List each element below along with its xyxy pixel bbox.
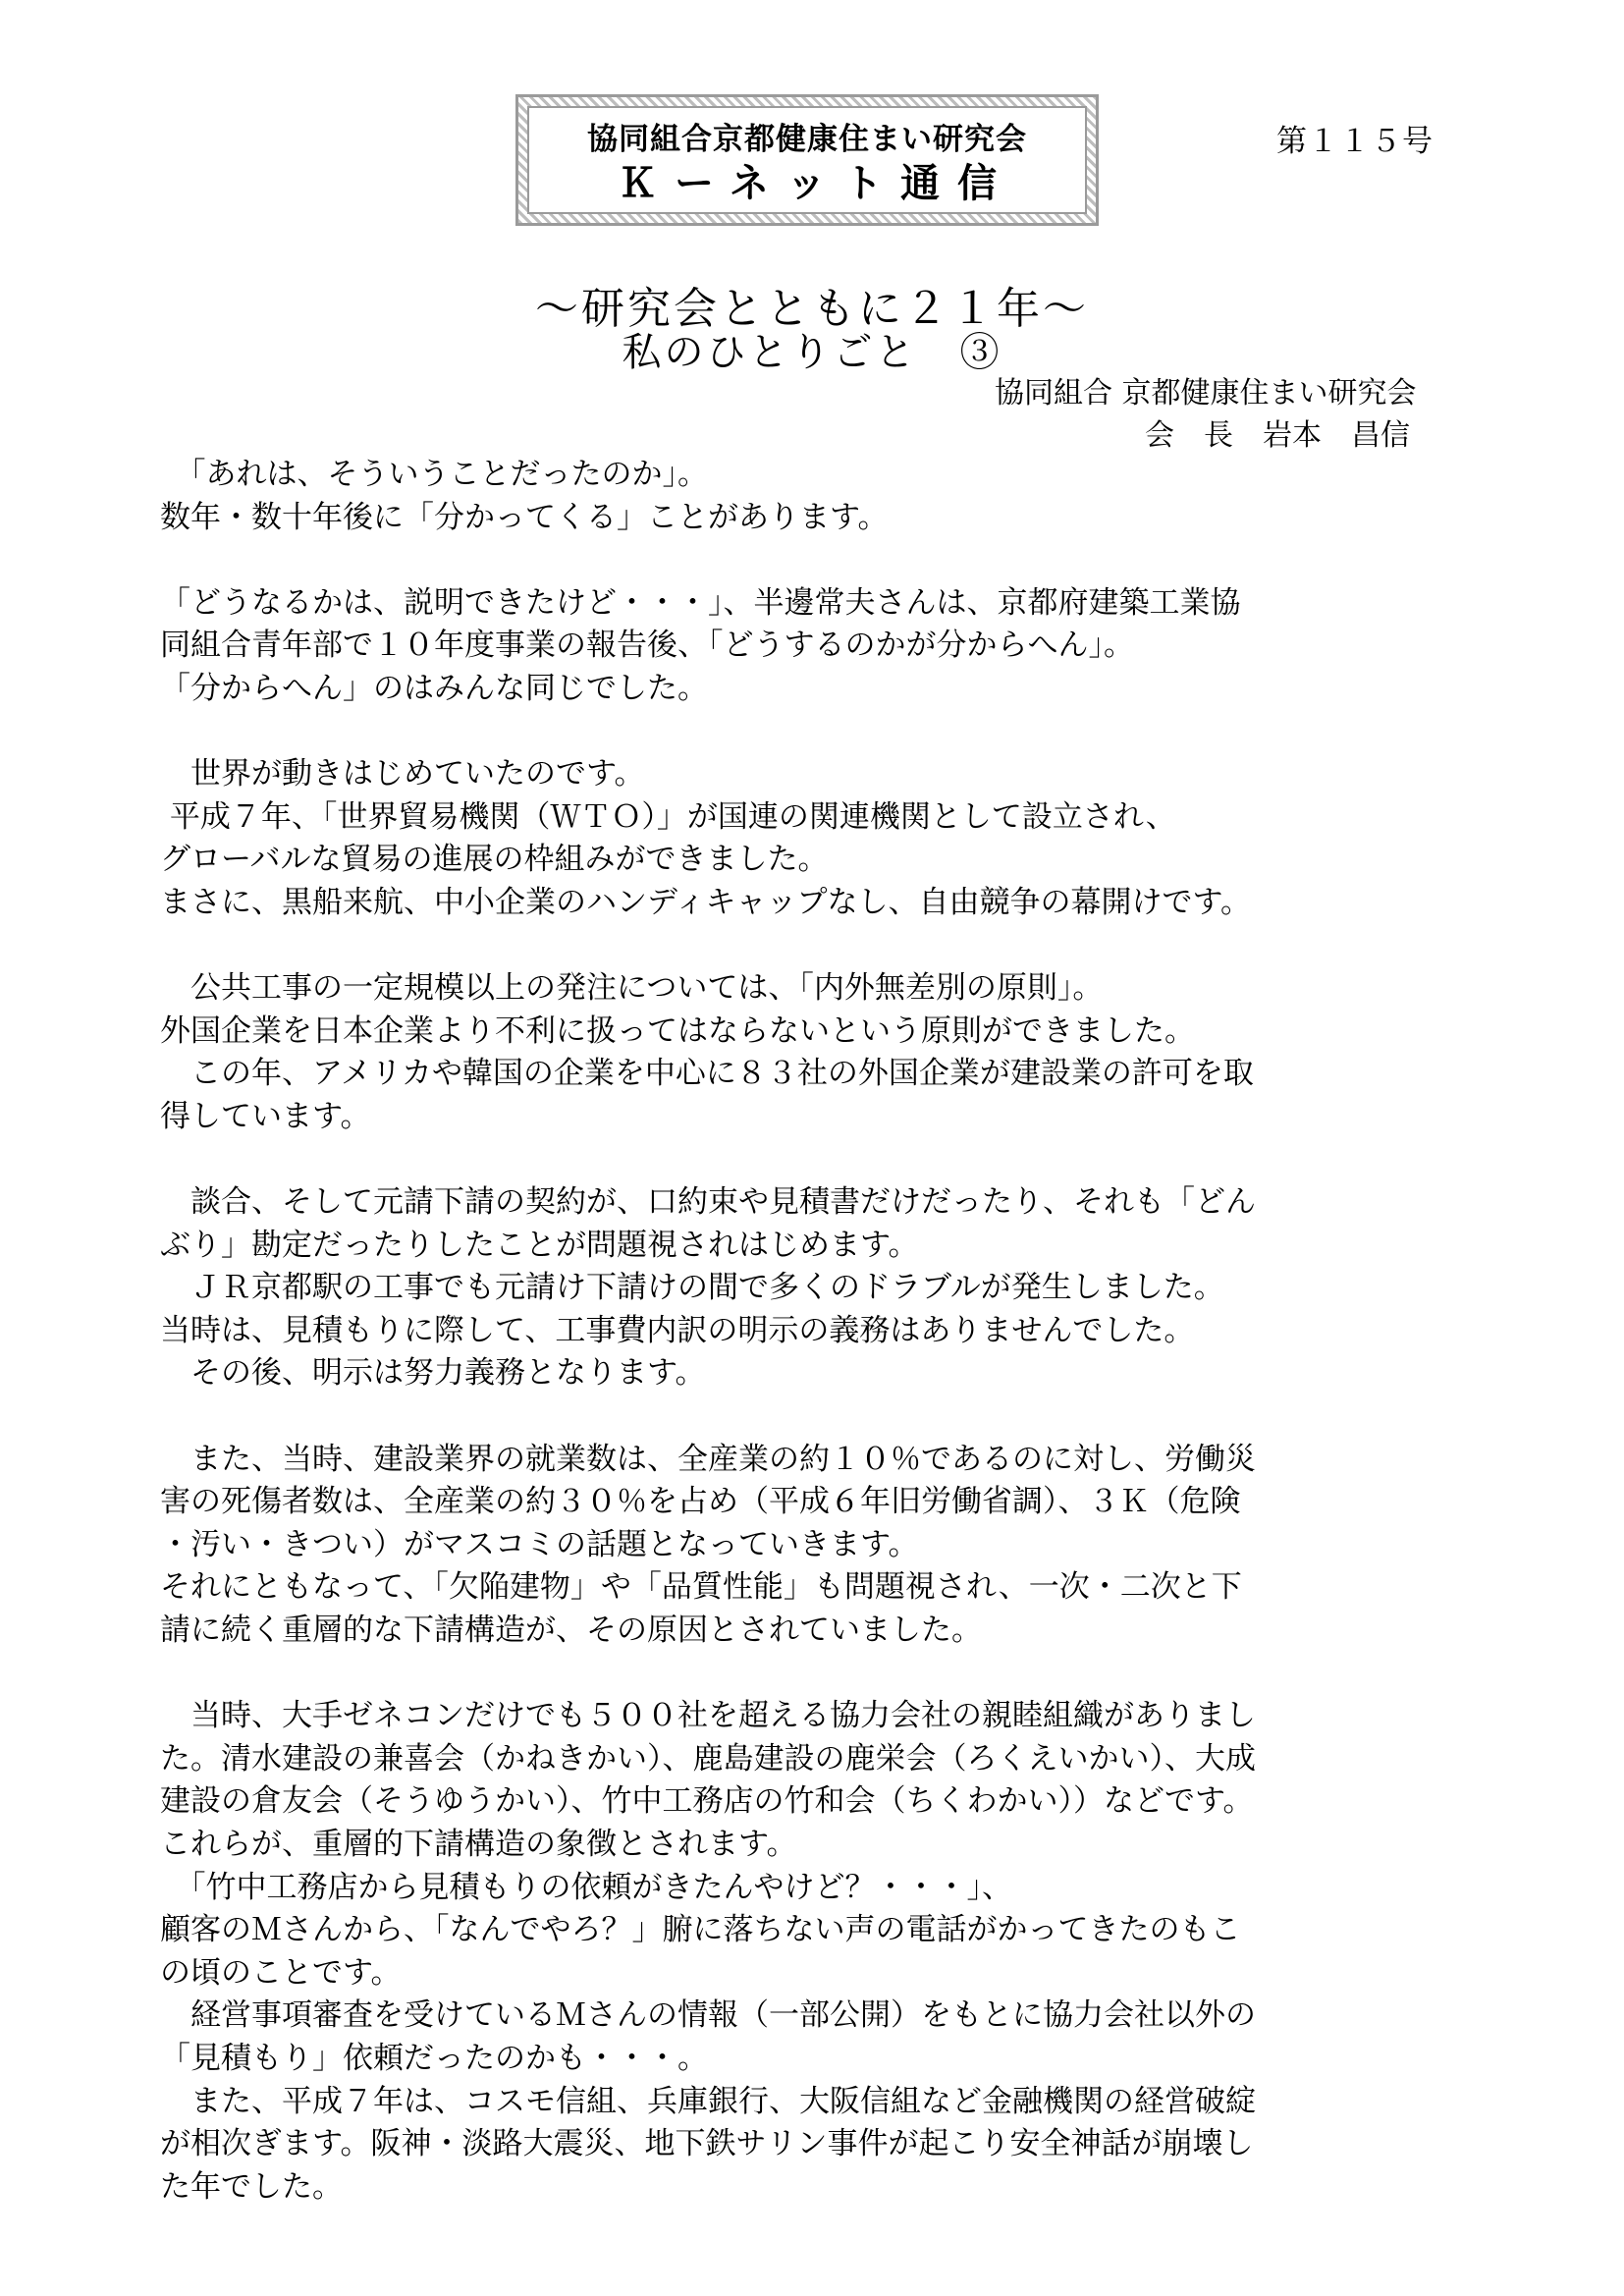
masthead-organization: 協同組合京都健康住まい研究会 bbox=[587, 122, 1027, 157]
body-line: た年でした。 bbox=[160, 2168, 343, 2205]
body-line: が相次ぎます。阪神・淡路大震災、地下鉄サリン事件が起こり安全神話が崩壊し bbox=[160, 2126, 1254, 2162]
issue-number: 第１１５号 bbox=[1276, 124, 1434, 159]
body-line: 「どうなるかは、説明できたけど・・・」、半邊常夫さんは、京都府建築工業協 bbox=[160, 584, 1241, 621]
body-line: 「分からへん」のはみんな同じでした。 bbox=[160, 670, 708, 706]
body-line: 請に続く重層的な下請構造が、その原因とされていました。 bbox=[160, 1613, 982, 1649]
body-line: 経営事項審査を受けているＭさんの情報（一部公開）をもとに協力会社以外の bbox=[160, 1997, 1256, 2034]
masthead-inner bbox=[527, 106, 1087, 214]
body-line: この年、アメリカや韓国の企業を中心に８３社の外国企業が建設業の許可を取 bbox=[160, 1056, 1254, 1092]
body-line: ・汚い・きつい）がマスコミの話題となっていきます。 bbox=[160, 1526, 919, 1562]
author-name: 会 長 岩本 昌信 bbox=[1145, 418, 1410, 453]
body-line: また、当時、建設業界の就業数は、全産業の約１０％であるのに対し、労働災 bbox=[160, 1441, 1256, 1477]
body-line bbox=[160, 925, 1488, 968]
body-line: 「竹中工務店から見積もりの依頼がきたんやけど？・・・」、 bbox=[160, 1869, 1012, 1905]
article-body bbox=[160, 454, 1488, 2209]
body-line: グローバルな貿易の進展の枠組みができました。 bbox=[160, 842, 829, 878]
body-line: その後、明示は努力義務となります。 bbox=[160, 1355, 706, 1392]
body-line: 「あれは、そういうことだったのか」。 bbox=[160, 457, 708, 492]
body-line bbox=[160, 711, 1488, 754]
body-line bbox=[160, 1139, 1488, 1182]
body-line bbox=[160, 539, 1488, 582]
body-line: ＪＲ京都駅の工事でも元請け下請けの間で多くのドラブルが発生しました。 bbox=[160, 1270, 1224, 1306]
body-line: まさに、黒船来航、中小企業のハンディキャップなし、自由競争の幕開けです。 bbox=[160, 884, 1252, 920]
body-line: それにともなって、「欠陥建物」や「品質性能」も問題視され、一次・二次と下 bbox=[160, 1569, 1242, 1606]
body-line: 当時、大手ゼネコンだけでも５００社を超える協力会社の親睦組織がありまし bbox=[160, 1698, 1256, 1734]
body-line: 平成７年、「世界貿易機関（ＷＴＯ）」が国連の関連機関として設立され、 bbox=[160, 798, 1176, 835]
body-line: これらが、重層的下請構造の象徴とされます。 bbox=[160, 1827, 797, 1862]
masthead-box bbox=[515, 94, 1099, 226]
body-line: 同組合青年部で１０年度事業の報告後、「どうするのかが分からへん」。 bbox=[160, 628, 1134, 664]
article-subtitle: 私のひとりごと ③ bbox=[622, 330, 1002, 375]
author-organization: 協同組合 京都健康住まい研究会 bbox=[995, 376, 1417, 410]
body-line: 外国企業を日本企業より不利に扱ってはならないという原則ができました。 bbox=[160, 1012, 1195, 1049]
body-line: 得しています。 bbox=[160, 1098, 371, 1134]
body-line: 数年・数十年後に「分かってくる」ことがあります。 bbox=[160, 499, 889, 535]
body-line bbox=[160, 1653, 1488, 1696]
body-line: また、平成７年は、コスモ信組、兵庫銀行、大阪信組など金融機関の経営破綻 bbox=[160, 2083, 1256, 2119]
body-line: た。清水建設の兼喜会（かねきかい）、鹿島建設の鹿栄会（ろくえいかい）、大成 bbox=[160, 1740, 1256, 1777]
body-line: 談合、そして元請下請の契約が、口約束や見積書だけだったり、それも「どん bbox=[160, 1184, 1256, 1221]
body-line: の頃のことです。 bbox=[160, 1954, 402, 1991]
body-line: ぶり」勘定だったりしたことが問題視されはじめます。 bbox=[160, 1227, 919, 1263]
body-line: 建設の倉友会（そうゆうかい）、竹中工務店の竹和会（ちくわかい））などです。 bbox=[160, 1783, 1254, 1820]
body-line: 害の死傷者数は、全産業の約３０％を占め（平成６年旧労働省調）、３Ｋ（危険 bbox=[160, 1484, 1241, 1520]
masthead-newsletter-title: Ｋーネット通信 bbox=[618, 161, 1014, 206]
article-title: ～研究会とともに２１年～ bbox=[535, 284, 1089, 334]
body-line bbox=[160, 1395, 1488, 1439]
body-line: 「見積もり」依頼だったのかも・・・。 bbox=[160, 2040, 708, 2076]
body-line: 顧客のＭさんから、「なんでやろ？」腑に落ちない声の電話がかってきたのもこ bbox=[160, 1912, 1241, 1948]
body-line: 公共工事の一定規模以上の発注については、「内外無差別の原則」。 bbox=[160, 970, 1104, 1007]
author-block bbox=[995, 372, 1417, 457]
body-line: 当時は、見積もりに際して、工事費内訳の明示の義務はありませんでした。 bbox=[160, 1312, 1195, 1348]
body-line: 世界が動きはじめていたのです。 bbox=[160, 756, 645, 793]
